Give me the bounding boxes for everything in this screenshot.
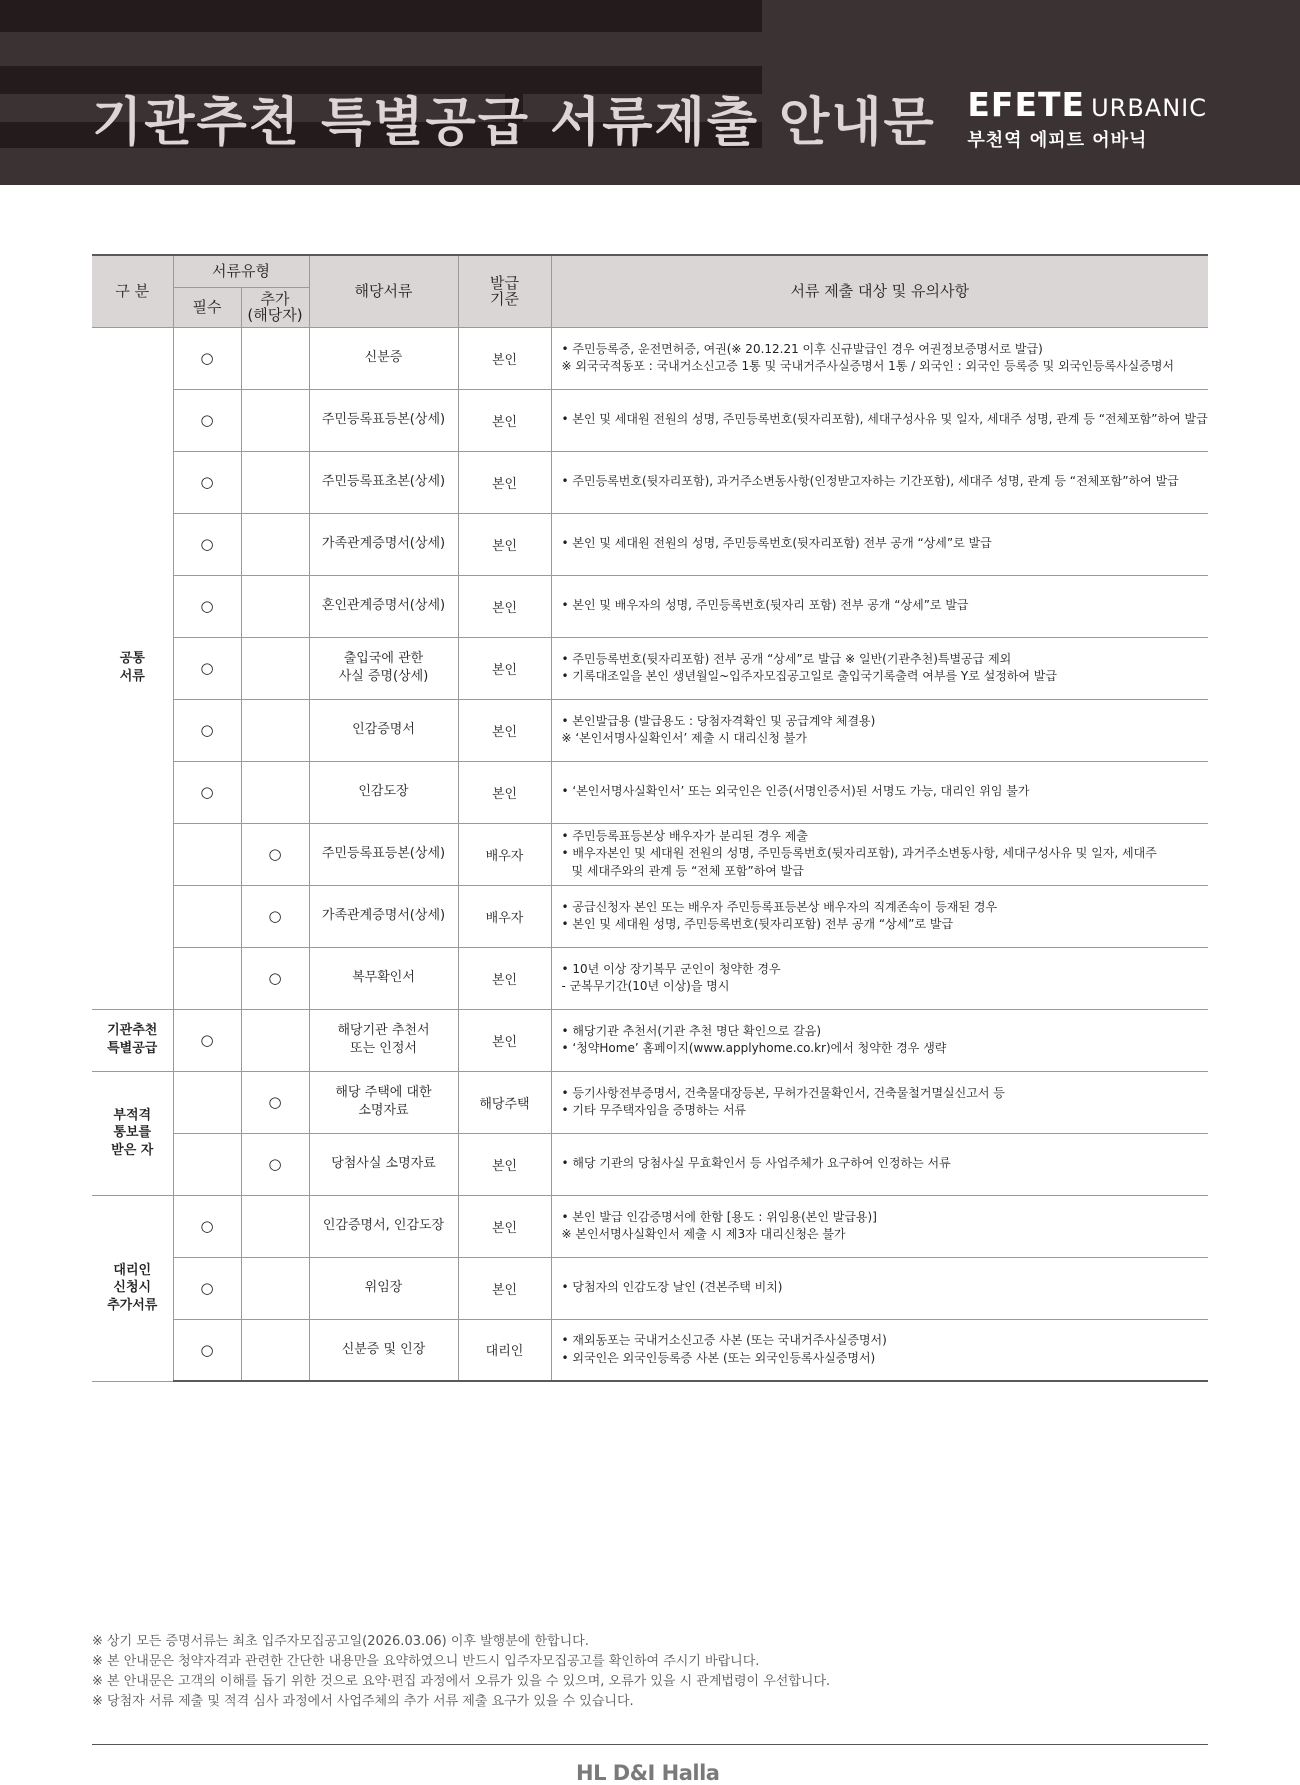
document-name: 해당 주택에 대한 소명자료 [309, 1071, 458, 1133]
group-proxy: 대리인 신청시 추가서류 [92, 1195, 173, 1381]
additional-mark [241, 389, 309, 451]
table-row [92, 699, 1208, 761]
brand-korean-name: 부천역 에피트 어바닉 [967, 130, 1148, 151]
document-name: 가족관계증명서(상세) [309, 885, 458, 947]
footer-divider [92, 1744, 1208, 1745]
required-mark: ○ [173, 1319, 241, 1381]
issue-basis: 대리인 [458, 1319, 551, 1381]
issue-basis: 본인 [458, 1133, 551, 1195]
issue-basis: 본인 [458, 947, 551, 1009]
issue-basis: 본인 [458, 513, 551, 575]
issue-basis: 본인 [458, 575, 551, 637]
required-mark: ○ [173, 1009, 241, 1071]
brand-logo [967, 85, 1207, 152]
table-row [92, 451, 1208, 513]
additional-mark [241, 761, 309, 823]
notes: • 등기사항전부증명서, 건축물대장등본, 무허가건물확인서, 건축물철거멸실신고서 등 • 기타 무주택자임을 증명하는 서류 [551, 1071, 1208, 1133]
table-row [92, 1071, 1208, 1133]
notes: • 주민등록증, 운전면허증, 여권(※ 20.12.21 이후 신규발급인 경우 여권정보증명서로 발급) ※ 외국국적동포 : 국내거소신고증 1통 및 국내거주사실증명서 1통 / 외국인 : 외국인 등록증 및 외국인등록사실증명서 [551, 327, 1208, 389]
notes: • 공급신청자 본인 또는 배우자 주민등록표등본상 배우자의 직계존속이 등재된 경우 • 본인 및 세대원 성명, 주민등록번호(뒷자리포함) 전부 공개 “상세”로 발급 [551, 885, 1208, 947]
table-row [92, 1195, 1208, 1257]
notes: • ‘본인서명사실확인서’ 또는 외국인은 인증(서명인증서)된 서명도 가능, 대리인 위임 불가 [551, 761, 1208, 823]
notes: • 본인 발급 인감증명서에 한함 [용도 : 위임용(본인 발급용)] ※ 본인서명사실확인서 제출 시 제3자 대리신청은 불가 [551, 1195, 1208, 1257]
header-category: 구 분 [92, 255, 173, 327]
header-required: 필수 [173, 287, 241, 327]
required-mark: ○ [173, 327, 241, 389]
additional-mark [241, 1257, 309, 1319]
table-row [92, 1257, 1208, 1319]
page-title: 기관추천 특별공급 서류제출 안내문 [92, 93, 936, 153]
issue-basis: 본인 [458, 451, 551, 513]
issue-basis: 본인 [458, 327, 551, 389]
required-mark [173, 823, 241, 885]
additional-mark [241, 699, 309, 761]
table-row [92, 885, 1208, 947]
document-name: 출입국에 관한 사실 증명(상세) [309, 637, 458, 699]
header-banner [0, 0, 1300, 185]
required-mark: ○ [173, 761, 241, 823]
additional-mark: ○ [241, 823, 309, 885]
header-additional: 추가 (해당자) [241, 287, 309, 327]
footnote: ※ 당첨자 서류 제출 및 적격 심사 과정에서 사업주체의 추가 서류 제출 요구가 있을 수 있습니다. [92, 1694, 634, 1710]
notes: • 주민등록번호(뒷자리포함) 전부 공개 “상세”로 발급 ※ 일반(기관추천)특별공급 제외 • 기록대조일을 본인 생년월일~입주자모집공고일로 출입국기록출력 여부를 Y로 설정하여 발급 [551, 637, 1208, 699]
document-name: 신분증 [309, 327, 458, 389]
required-mark: ○ [173, 389, 241, 451]
document-name: 신분증 및 인장 [309, 1319, 458, 1381]
required-mark [173, 1071, 241, 1133]
document-name: 인감증명서 [309, 699, 458, 761]
issue-basis: 본인 [458, 699, 551, 761]
additional-mark: ○ [241, 885, 309, 947]
document-name: 주민등록표등본(상세) [309, 823, 458, 885]
table-row [92, 1319, 1208, 1381]
group-common: 공통 서류 [92, 327, 173, 1009]
notes: • 10년 이상 장기복무 군인이 청약한 경우 - 군복무기간(10년 이상)을 명시 [551, 947, 1208, 1009]
header-doc-type: 서류유형 [173, 255, 309, 287]
notes: • 본인 및 세대원 전원의 성명, 주민등록번호(뒷자리포함), 세대구성사유 및 일자, 세대주 성명, 관계 등 “전체포함”하여 발급 [551, 389, 1208, 451]
table-row [92, 761, 1208, 823]
required-mark: ○ [173, 637, 241, 699]
table-row [92, 637, 1208, 699]
table-row [92, 327, 1208, 389]
issue-basis: 본인 [458, 1195, 551, 1257]
notes: • 본인 및 세대원 전원의 성명, 주민등록번호(뒷자리포함) 전부 공개 “상세”로 발급 [551, 513, 1208, 575]
additional-mark [241, 451, 309, 513]
required-mark: ○ [173, 575, 241, 637]
additional-mark [241, 1009, 309, 1071]
brand-suffix: URBANIC [1091, 94, 1207, 122]
issue-basis: 본인 [458, 1257, 551, 1319]
issue-basis: 해당주택 [458, 1071, 551, 1133]
table-row [92, 1133, 1208, 1195]
notes: • 해당 기관의 당첨사실 무효확인서 등 사업주체가 요구하여 인정하는 서류 [551, 1133, 1208, 1195]
required-mark [173, 947, 241, 1009]
footnotes [92, 1632, 830, 1713]
notes: • 해당기관 추천서(기관 추천 명단 확인으로 갈음) • ‘청약Home’ 홈페이지(www.applyhome.co.kr)에서 청약한 경우 생략 [551, 1009, 1208, 1071]
document-name: 복무확인서 [309, 947, 458, 1009]
table-row [92, 389, 1208, 451]
table-row [92, 823, 1208, 885]
document-name: 주민등록표초본(상세) [309, 451, 458, 513]
additional-mark: ○ [241, 1071, 309, 1133]
additional-mark [241, 637, 309, 699]
banner-stripe [0, 0, 762, 32]
group-ineligible: 부적격 통보를 받은 자 [92, 1071, 173, 1195]
document-name: 당첨사실 소명자료 [309, 1133, 458, 1195]
footnote: ※ 본 안내문은 청약자격과 관련한 간단한 내용만을 요약하였으니 반드시 입주자모집공고를 확인하여 주시기 바랍니다. [92, 1654, 760, 1670]
additional-mark: ○ [241, 947, 309, 1009]
document-name: 인감도장 [309, 761, 458, 823]
required-mark: ○ [173, 1195, 241, 1257]
required-mark: ○ [173, 699, 241, 761]
additional-mark [241, 513, 309, 575]
document-name: 인감증명서, 인감도장 [309, 1195, 458, 1257]
required-mark: ○ [173, 513, 241, 575]
footnote: ※ 상기 모든 증명서류는 최초 입주자모집공고일(2026.03.06) 이후 발행분에 한합니다. [92, 1634, 589, 1649]
group-agency: 기관추천 특별공급 [92, 1009, 173, 1071]
company-logo: HL D&I Halla [576, 1761, 720, 1785]
required-mark: ○ [173, 1257, 241, 1319]
brand-name: EFETE [967, 85, 1086, 124]
notes: • 주민등록번호(뒷자리포함), 과거주소변동사항(인정받고자하는 기간포함), 세대주 성명, 관계 등 “전체포함”하여 발급 [551, 451, 1208, 513]
issue-basis: 배우자 [458, 885, 551, 947]
document-name: 위임장 [309, 1257, 458, 1319]
table-row [92, 513, 1208, 575]
header-document: 해당서류 [309, 255, 458, 327]
issue-basis: 배우자 [458, 823, 551, 885]
table-row [92, 1009, 1208, 1071]
notes: • 주민등록표등본상 배우자가 분리된 경우 제출 • 배우자본인 및 세대원 전원의 성명, 주민등록번호(뒷자리포함), 과거주소변동사항, 세대구성사유 및 일자, 세대주 및 세대주와의 관계 등 “전체 포함”하여 발급 [551, 823, 1208, 885]
issue-basis: 본인 [458, 1009, 551, 1071]
document-name: 주민등록표등본(상세) [309, 389, 458, 451]
document-name: 혼인관계증명서(상세) [309, 575, 458, 637]
notes: • 재외동포는 국내거소신고증 사본 (또는 국내거주사실증명서) • 외국인은 외국인등록증 사본 (또는 외국인등록사실증명서) [551, 1319, 1208, 1381]
additional-mark [241, 1319, 309, 1381]
table-row [92, 947, 1208, 1009]
table-row [92, 575, 1208, 637]
issue-basis: 본인 [458, 637, 551, 699]
header-issue-basis: 발급 기준 [458, 255, 551, 327]
notes: • 본인발급용 (발급용도 : 당첨자격확인 및 공급계약 체결용) ※ ‘본인서명사실확인서’ 제출 시 대리신청 불가 [551, 699, 1208, 761]
required-mark [173, 885, 241, 947]
notes: • 본인 및 배우자의 성명, 주민등록번호(뒷자리 포함) 전부 공개 “상세”로 발급 [551, 575, 1208, 637]
footnote: ※ 본 안내문은 고객의 이해를 돕기 위한 것으로 요약·편집 과정에서 오류가 있을 수 있으며, 오류가 있을 시 관계법령이 우선합니다. [92, 1674, 831, 1690]
required-mark [173, 1133, 241, 1195]
additional-mark [241, 1195, 309, 1257]
issue-basis: 본인 [458, 389, 551, 451]
required-mark: ○ [173, 451, 241, 513]
document-name: 가족관계증명서(상세) [309, 513, 458, 575]
additional-mark [241, 327, 309, 389]
additional-mark: ○ [241, 1133, 309, 1195]
issue-basis: 본인 [458, 761, 551, 823]
notes: • 당첨자의 인감도장 날인 (견본주택 비치) [551, 1257, 1208, 1319]
document-name: 해당기관 추천서 또는 인정서 [309, 1009, 458, 1071]
additional-mark [241, 575, 309, 637]
document-table [92, 254, 1208, 1382]
header-notes: 서류 제출 대상 및 유의사항 [551, 255, 1208, 327]
